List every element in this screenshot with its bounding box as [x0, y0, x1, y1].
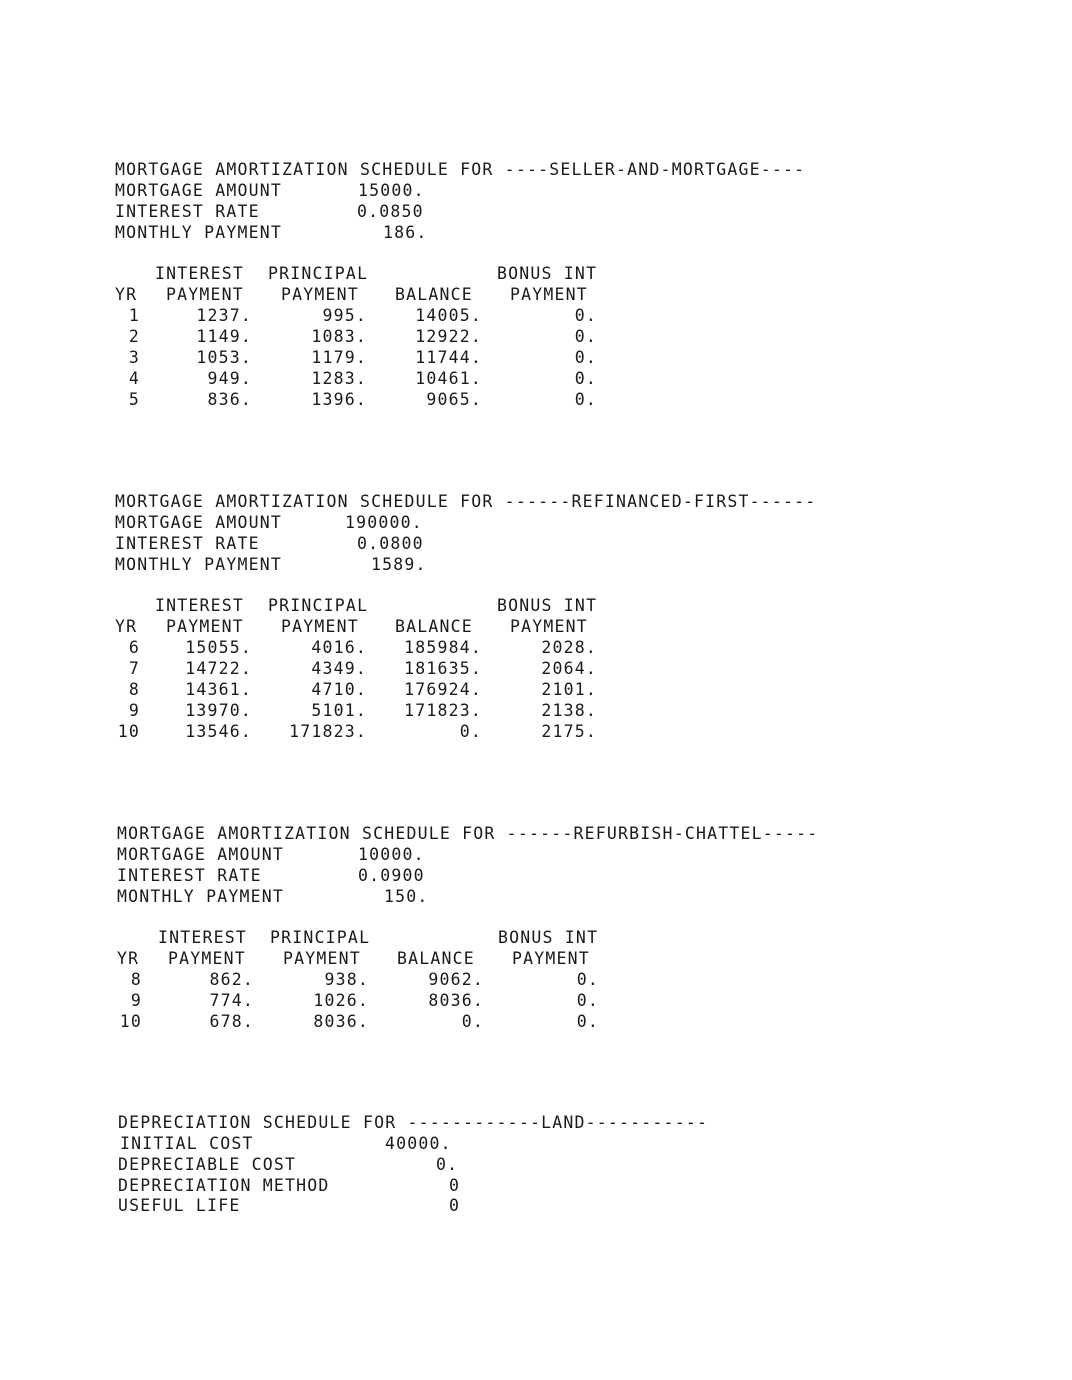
depreciable-cost-label: DEPRECIABLE COST	[118, 1155, 297, 1174]
cell-bonus: 2028.	[541, 638, 597, 657]
cell-balance: 0.	[459, 722, 482, 741]
cell-interest: 836.	[207, 390, 252, 409]
cell-bonus: 0.	[574, 369, 597, 388]
header-principal: PRINCIPAL	[268, 596, 369, 615]
cell-bonus: 0.	[576, 1012, 599, 1031]
cell-balance: 9065.	[426, 390, 482, 409]
cell-yr: 8	[130, 970, 142, 989]
header-interest-payment: PAYMENT	[166, 285, 244, 304]
cell-interest: 774.	[209, 991, 254, 1010]
cell-principal: 1179.	[311, 348, 367, 367]
cell-interest: 949.	[207, 369, 252, 388]
monthly-payment-label: MONTHLY PAYMENT	[115, 555, 283, 574]
depreciation-method-label: DEPRECIATION METHOD	[118, 1176, 330, 1195]
header-principal-payment: PAYMENT	[281, 617, 359, 636]
cell-bonus: 0.	[574, 306, 597, 325]
interest-rate-label: INTEREST RATE	[117, 866, 262, 885]
monthly-payment-label: MONTHLY PAYMENT	[117, 887, 285, 906]
cell-interest: 1237.	[196, 306, 252, 325]
header-interest-payment: PAYMENT	[166, 617, 244, 636]
header-balance: BALANCE	[397, 949, 475, 968]
cell-balance: 10461.	[415, 369, 482, 388]
cell-balance: 12922.	[415, 327, 482, 346]
interest-rate-value: 0.0850	[357, 202, 424, 221]
section-title: MORTGAGE AMORTIZATION SCHEDULE FOR ------REFURBISH-CHATTEL-----	[117, 824, 819, 843]
header-interest-payment: PAYMENT	[168, 949, 246, 968]
cell-bonus: 0.	[574, 390, 597, 409]
cell-balance: 171823.	[404, 701, 482, 720]
cell-interest: 1053.	[196, 348, 252, 367]
cell-interest: 678.	[209, 1012, 254, 1031]
cell-principal: 4710.	[311, 680, 367, 699]
header-principal-payment: PAYMENT	[281, 285, 359, 304]
interest-rate-value: 0.0800	[357, 534, 424, 553]
cell-bonus: 2138.	[541, 701, 597, 720]
header-principal: PRINCIPAL	[270, 928, 371, 947]
header-yr: YR	[117, 949, 140, 968]
header-yr: YR	[115, 285, 138, 304]
cell-bonus: 2064.	[541, 659, 597, 678]
cell-interest: 13546.	[185, 722, 252, 741]
cell-interest: 15055.	[185, 638, 252, 657]
cell-yr: 8	[128, 680, 140, 699]
cell-yr: 2	[128, 327, 140, 346]
cell-yr: 10	[117, 722, 140, 741]
cell-balance: 176924.	[404, 680, 482, 699]
cell-principal: 938.	[324, 970, 369, 989]
cell-balance: 14005.	[415, 306, 482, 325]
cell-yr: 7	[128, 659, 140, 678]
cell-balance: 8036.	[428, 991, 484, 1010]
mortgage-amount-value: 10000.	[358, 845, 425, 864]
cell-principal: 1026.	[313, 991, 369, 1010]
cell-bonus: 0.	[576, 991, 599, 1010]
header-bonus-payment: PAYMENT	[510, 285, 588, 304]
useful-life-label: USEFUL LIFE	[118, 1196, 241, 1215]
cell-balance: 11744.	[415, 348, 482, 367]
header-interest: INTEREST	[155, 264, 245, 283]
cell-yr: 4	[128, 369, 140, 388]
cell-principal: 1083.	[311, 327, 367, 346]
mortgage-amount-value: 190000.	[345, 513, 423, 532]
cell-bonus: 2175.	[541, 722, 597, 741]
cell-principal: 1283.	[311, 369, 367, 388]
monthly-payment-value: 186.	[383, 223, 428, 242]
cell-bonus: 0.	[576, 970, 599, 989]
cell-balance: 181635.	[404, 659, 482, 678]
header-principal: PRINCIPAL	[268, 264, 369, 283]
header-yr: YR	[115, 617, 138, 636]
header-bonus-payment: PAYMENT	[512, 949, 590, 968]
section-title: MORTGAGE AMORTIZATION SCHEDULE FOR ----SELLER-AND-MORTGAGE----	[115, 160, 806, 179]
cell-yr: 9	[130, 991, 142, 1010]
mortgage-amount-label: MORTGAGE AMOUNT	[115, 513, 283, 532]
cell-principal: 1396.	[311, 390, 367, 409]
depreciation-title: DEPRECIATION SCHEDULE FOR ------------LAND-----------	[118, 1113, 709, 1132]
header-balance: BALANCE	[395, 285, 473, 304]
cell-interest: 862.	[209, 970, 254, 989]
depreciable-cost-value: 0.	[436, 1155, 459, 1174]
cell-principal: 8036.	[313, 1012, 369, 1031]
cell-principal: 4349.	[311, 659, 367, 678]
cell-bonus: 0.	[574, 348, 597, 367]
interest-rate-label: INTEREST RATE	[115, 534, 260, 553]
cell-balance: 0.	[461, 1012, 484, 1031]
cell-interest: 1149.	[196, 327, 252, 346]
interest-rate-label: INTEREST RATE	[115, 202, 260, 221]
monthly-payment-value: 150.	[384, 887, 429, 906]
header-interest: INTEREST	[155, 596, 245, 615]
cell-yr: 5	[128, 390, 140, 409]
cell-principal: 171823.	[289, 722, 367, 741]
header-bonus-int: BONUS INT	[498, 928, 599, 947]
header-bonus-payment: PAYMENT	[510, 617, 588, 636]
cell-yr: 10	[119, 1012, 142, 1031]
depreciation-method-value: 0	[449, 1176, 461, 1195]
monthly-payment-value: 1589.	[371, 555, 427, 574]
cell-interest: 14722.	[185, 659, 252, 678]
header-bonus-int: BONUS INT	[497, 264, 598, 283]
interest-rate-value: 0.0900	[358, 866, 425, 885]
cell-balance: 185984.	[404, 638, 482, 657]
header-interest: INTEREST	[158, 928, 248, 947]
initial-cost-label: INITIAL COST	[120, 1134, 254, 1153]
cell-interest: 13970.	[185, 701, 252, 720]
cell-interest: 14361.	[185, 680, 252, 699]
initial-cost-value: 40000.	[385, 1134, 452, 1153]
mortgage-amount-label: MORTGAGE AMOUNT	[115, 181, 283, 200]
cell-principal: 5101.	[311, 701, 367, 720]
header-bonus-int: BONUS INT	[497, 596, 598, 615]
header-balance: BALANCE	[395, 617, 473, 636]
monthly-payment-label: MONTHLY PAYMENT	[115, 223, 283, 242]
header-principal-payment: PAYMENT	[283, 949, 361, 968]
useful-life-value: 0	[449, 1196, 461, 1215]
section-title: MORTGAGE AMORTIZATION SCHEDULE FOR ------REFINANCED-FIRST------	[115, 492, 817, 511]
cell-principal: 995.	[322, 306, 367, 325]
cell-yr: 9	[128, 701, 140, 720]
cell-balance: 9062.	[428, 970, 484, 989]
cell-principal: 4016.	[311, 638, 367, 657]
cell-yr: 3	[128, 348, 140, 367]
cell-bonus: 0.	[574, 327, 597, 346]
cell-bonus: 2101.	[541, 680, 597, 699]
mortgage-amount-label: MORTGAGE AMOUNT	[117, 845, 285, 864]
mortgage-amount-value: 15000.	[358, 181, 425, 200]
cell-yr: 6	[128, 638, 140, 657]
cell-yr: 1	[128, 306, 140, 325]
